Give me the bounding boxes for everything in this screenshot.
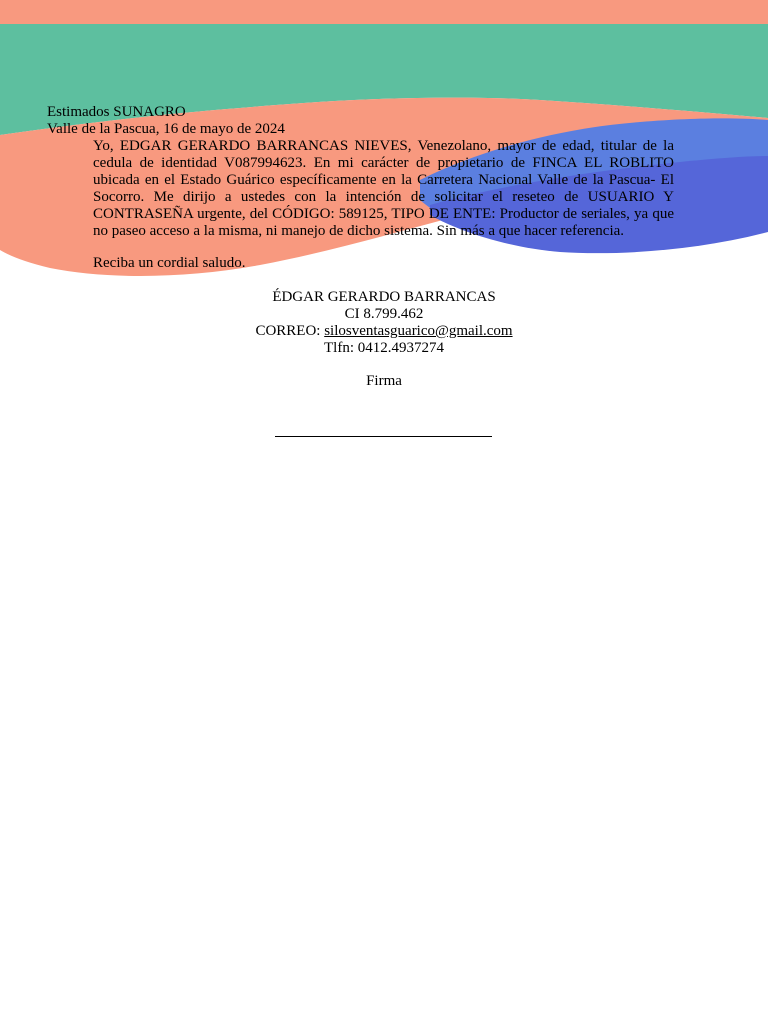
- place-and-date: Valle de la Pascua, 16 de mayo de 2024: [47, 121, 285, 137]
- signer-phone: Tlfn: 0412.4937274: [324, 340, 444, 356]
- signer-email-line: [0, 323, 768, 340]
- signature-line: [275, 436, 492, 437]
- firma-label: Firma: [366, 373, 402, 389]
- email-label: CORREO:: [255, 323, 325, 339]
- closing-salutation: Reciba un cordial saludo.: [93, 255, 246, 271]
- signature-block: [0, 289, 768, 357]
- signer-id: CI 8.799.462: [344, 306, 424, 322]
- email-link[interactable]: silosventasguarico@gmail.com: [324, 323, 513, 339]
- signer-name: ÉDGAR GERARDO BARRANCAS: [272, 289, 496, 305]
- letter-body: Yo, EDGAR GERARDO BARRANCAS NIEVES, Venezolano, mayor de edad, titular de la cedula de identidad V087994623. En mi carácter de propietario de FINCA EL ROBLITO ubicada en el Estado Guárico específicamente en la Carretera Nacional Valle de la Pascua- El Socorro. Me dirijo a ustedes con la intención de solicitar el reseteo de USUARIO Y CONTRASEÑA urgente, del CÓDIGO: 589125, TIPO DE ENTE: Productor de seriales, ya que no paseo acceso a la misma, ni manejo de dicho sistema. Sin más a que hacer referencia.: [93, 138, 674, 239]
- greeting: Estimados SUNAGRO: [47, 104, 186, 120]
